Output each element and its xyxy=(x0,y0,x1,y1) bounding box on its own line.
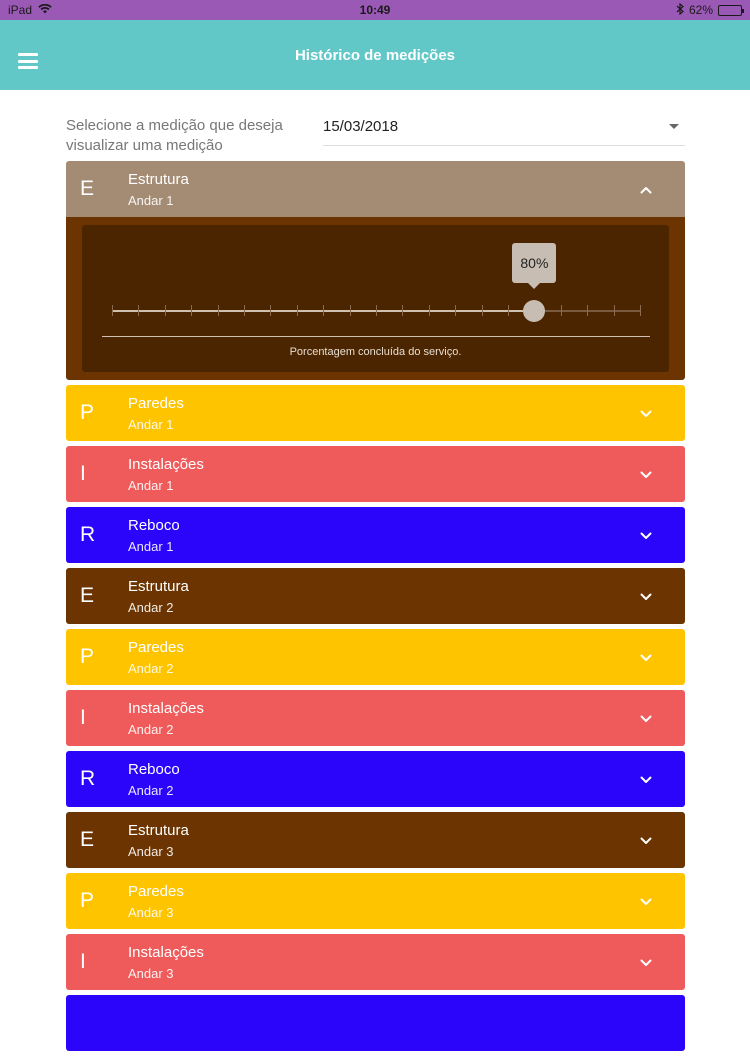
service-item xyxy=(66,507,685,563)
service-item xyxy=(66,934,685,990)
service-name: Instalações xyxy=(128,944,204,961)
service-name: Estrutura xyxy=(128,171,189,188)
service-letter: P xyxy=(80,889,95,912)
service-name: Estrutura xyxy=(128,578,189,595)
status-bar xyxy=(0,0,750,20)
service-item-header[interactable] xyxy=(66,446,685,502)
slider-tick xyxy=(112,305,113,316)
service-floor: Andar 1 xyxy=(128,539,174,554)
slider-tick xyxy=(138,305,139,316)
service-letter: I xyxy=(80,950,86,973)
device-name: iPad xyxy=(8,3,33,17)
chevron-down-icon[interactable] xyxy=(639,895,653,909)
service-letter: E xyxy=(80,177,95,200)
slider-value-label: 80% xyxy=(512,243,556,283)
service-item-header[interactable] xyxy=(66,812,685,868)
app-bar xyxy=(0,20,750,90)
slider-tick xyxy=(376,305,377,316)
slider-tick xyxy=(165,305,166,316)
slider-tick xyxy=(508,305,509,316)
wifi-icon xyxy=(38,3,52,17)
chevron-down-icon[interactable] xyxy=(639,468,653,482)
service-item xyxy=(66,568,685,624)
service-letter: P xyxy=(80,401,95,424)
service-floor: Andar 2 xyxy=(128,722,174,737)
service-item xyxy=(66,385,685,441)
service-floor: Andar 2 xyxy=(128,661,174,676)
battery-percent: 62% xyxy=(688,3,713,17)
service-item-header[interactable] xyxy=(66,385,685,441)
service-name: Estrutura xyxy=(128,822,189,839)
service-floor: Andar 1 xyxy=(128,193,174,208)
service-letter: P xyxy=(80,645,95,668)
service-floor: Andar 1 xyxy=(128,417,174,432)
service-letter: R xyxy=(80,767,96,790)
progress-slider[interactable] xyxy=(112,255,640,312)
slider-tick xyxy=(455,305,456,316)
service-floor: Andar 3 xyxy=(128,966,174,981)
service-item xyxy=(66,690,685,746)
chevron-down-icon[interactable] xyxy=(639,956,653,970)
slider-thumb[interactable] xyxy=(523,300,545,322)
service-name: Paredes xyxy=(128,395,184,412)
slider-tick xyxy=(402,305,403,316)
chevron-down-icon[interactable] xyxy=(639,529,653,543)
service-name: Paredes xyxy=(128,639,184,656)
slider-tick xyxy=(191,305,192,316)
slider-tick xyxy=(561,305,562,316)
chevron-up-icon[interactable] xyxy=(639,183,653,197)
service-item-header[interactable] xyxy=(66,161,685,217)
service-floor: Andar 2 xyxy=(128,783,174,798)
service-item-header[interactable] xyxy=(66,690,685,746)
service-name: Instalações xyxy=(128,700,204,717)
selector-label: Selecione a medição que deseja visualizar uma medição xyxy=(66,117,283,154)
chevron-down-icon[interactable] xyxy=(639,773,653,787)
battery-icon xyxy=(718,5,742,16)
service-floor: Andar 1 xyxy=(128,478,174,493)
service-floor: Andar 3 xyxy=(128,844,174,859)
slider-tick xyxy=(270,305,271,316)
divider xyxy=(102,336,650,337)
service-list xyxy=(66,161,685,1056)
service-letter: I xyxy=(80,706,86,729)
service-item xyxy=(66,446,685,502)
slider-tick xyxy=(640,305,641,316)
service-item-header[interactable] xyxy=(66,873,685,929)
chevron-down-icon[interactable] xyxy=(639,834,653,848)
slider-tick xyxy=(587,305,588,316)
date-value: 15/03/2018 xyxy=(323,118,399,135)
service-letter: R xyxy=(80,523,96,546)
service-item-header[interactable] xyxy=(66,568,685,624)
slider-tick xyxy=(218,305,219,316)
date-dropdown[interactable] xyxy=(323,116,685,146)
service-item-header[interactable] xyxy=(66,751,685,807)
service-letter: E xyxy=(80,828,95,851)
chevron-down-icon[interactable] xyxy=(639,407,653,421)
service-name: Reboco xyxy=(128,517,180,534)
service-floor: Andar 2 xyxy=(128,600,174,615)
slider-helper-text: Porcentagem concluída do serviço. xyxy=(289,346,462,358)
service-item-header[interactable] xyxy=(66,629,685,685)
service-item-header[interactable] xyxy=(66,934,685,990)
slider-tick xyxy=(323,305,324,316)
service-item xyxy=(66,812,685,868)
slider-tick xyxy=(244,305,245,316)
slider-tick xyxy=(350,305,351,316)
service-floor: Andar 3 xyxy=(128,905,174,920)
menu-icon[interactable] xyxy=(18,53,38,69)
service-item xyxy=(66,751,685,807)
caret-down-icon xyxy=(669,124,679,129)
service-item-header[interactable] xyxy=(66,995,685,1051)
service-name: Instalações xyxy=(128,456,204,473)
service-item xyxy=(66,873,685,929)
slider-tick xyxy=(429,305,430,316)
service-item-header[interactable] xyxy=(66,507,685,563)
service-letter: E xyxy=(80,584,95,607)
chevron-down-icon[interactable] xyxy=(639,712,653,726)
slider-tick xyxy=(482,305,483,316)
slider-tick xyxy=(614,305,615,316)
bluetooth-icon xyxy=(676,3,684,18)
page-title: Histórico de medições xyxy=(294,46,456,64)
slider-tick xyxy=(297,305,298,316)
service-item xyxy=(66,629,685,685)
service-name: Paredes xyxy=(128,883,184,900)
progress-panel xyxy=(66,217,685,380)
chevron-down-icon[interactable] xyxy=(639,651,653,665)
status-time: 10:49 xyxy=(359,3,391,17)
progress-panel-inner xyxy=(82,225,669,372)
service-name: Reboco xyxy=(128,761,180,778)
service-letter: I xyxy=(80,462,86,485)
chevron-down-icon[interactable] xyxy=(639,590,653,604)
service-item xyxy=(66,995,685,1051)
measurement-selector xyxy=(66,116,685,156)
service-item xyxy=(66,161,685,380)
